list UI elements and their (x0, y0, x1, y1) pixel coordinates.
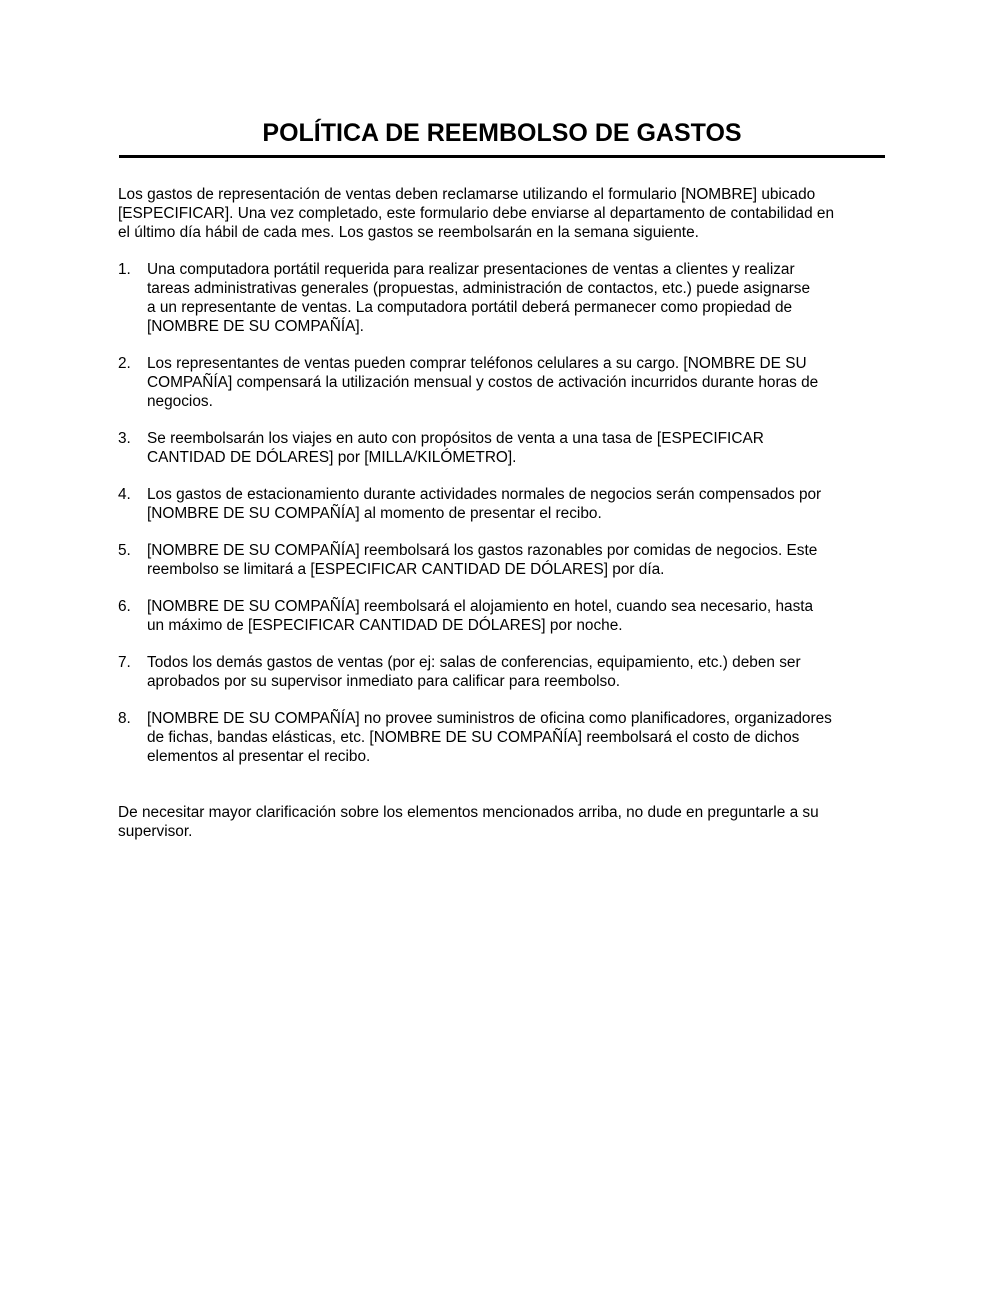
item-number: 1. (118, 261, 131, 278)
text-line: [NOMBRE DE SU COMPAÑÍA]. (147, 318, 364, 335)
closing-paragraph (118, 803, 898, 841)
text-line: Los representantes de ventas pueden comprar teléfonos celulares a su cargo. [NOMBRE DE SU (147, 355, 807, 372)
item-text (147, 709, 897, 766)
text-line: elementos al presentar el recibo. (147, 748, 371, 765)
item-number: 3. (118, 430, 131, 447)
text-line: [NOMBRE DE SU COMPAÑÍA] al momento de presentar el recibo. (147, 505, 602, 522)
item-number: 4. (118, 486, 131, 503)
text-line: tareas administrativas generales (propuestas, administración de contactos, etc.) puede asignarse (147, 280, 811, 297)
text-line: CANTIDAD DE DÓLARES] por [MILLA/KILÓMETRO]. (147, 449, 517, 466)
text-line: Una computadora portátil requerida para realizar presentaciones de ventas a clientes y realizar (147, 261, 795, 278)
text-line: [NOMBRE DE SU COMPAÑÍA] reembolsará los gastos razonables por comidas de negocios. Este (147, 542, 818, 559)
text-line: Todos los demás gastos de ventas (por ej: salas de conferencias, equipamiento, etc.) deben ser (147, 654, 801, 671)
item-number: 5. (118, 542, 131, 559)
text-line: Los gastos de representación de ventas deben reclamarse utilizando el formulario [NOMBRE] ubicado (118, 186, 816, 203)
text-line: [ESPECIFICAR]. Una vez completado, este formulario debe enviarse al departamento de contabilidad en (118, 205, 835, 222)
title-divider (119, 155, 885, 158)
document-title: POLÍTICA DE REEMBOLSO DE GASTOS (262, 119, 742, 147)
text-line: de fichas, bandas elásticas, etc. [NOMBRE DE SU COMPAÑÍA] reembolsará el costo de dichos (147, 729, 800, 746)
item-number: 7. (118, 654, 131, 671)
text-line: [NOMBRE DE SU COMPAÑÍA] reembolsará el alojamiento en hotel, cuando sea necesario, hasta (147, 598, 814, 615)
text-line: el último día hábil de cada mes. Los gastos se reembolsarán en la semana siguiente. (118, 224, 699, 241)
text-line: aprobados por su supervisor inmediato para calificar para reembolso. (147, 673, 621, 690)
item-text (147, 485, 897, 523)
text-line: [NOMBRE DE SU COMPAÑÍA] no provee suministros de oficina como planificadores, organizadores (147, 710, 832, 727)
item-number: 6. (118, 598, 131, 615)
item-text (147, 597, 897, 635)
text-line: supervisor. (118, 823, 193, 840)
text-line: un máximo de [ESPECIFICAR CANTIDAD DE DÓLARES] por noche. (147, 617, 623, 634)
item-text (147, 541, 897, 579)
item-text (147, 429, 897, 467)
text-line: a un representante de ventas. La computadora portátil deberá permanecer como propiedad de (147, 299, 793, 316)
text-line: Los gastos de estacionamiento durante actividades normales de negocios serán compensados por (147, 486, 822, 503)
item-number: 8. (118, 710, 131, 727)
text-line: COMPAÑÍA] compensará la utilización mensual y costos de activación incurridos durante horas de (147, 374, 819, 391)
text-line: Se reembolsarán los viajes en auto con propósitos de venta a una tasa de [ESPECIFICAR (147, 430, 764, 447)
item-text (147, 260, 897, 336)
item-number: 2. (118, 355, 131, 372)
item-text (147, 653, 897, 691)
item-text (147, 354, 897, 411)
intro-paragraph (118, 185, 898, 242)
text-line: De necesitar mayor clarificación sobre los elementos mencionados arriba, no dude en preguntarle a su (118, 804, 819, 821)
text-line: reembolso se limitará a [ESPECIFICAR CANTIDAD DE DÓLARES] por día. (147, 561, 665, 578)
text-line: negocios. (147, 393, 213, 410)
